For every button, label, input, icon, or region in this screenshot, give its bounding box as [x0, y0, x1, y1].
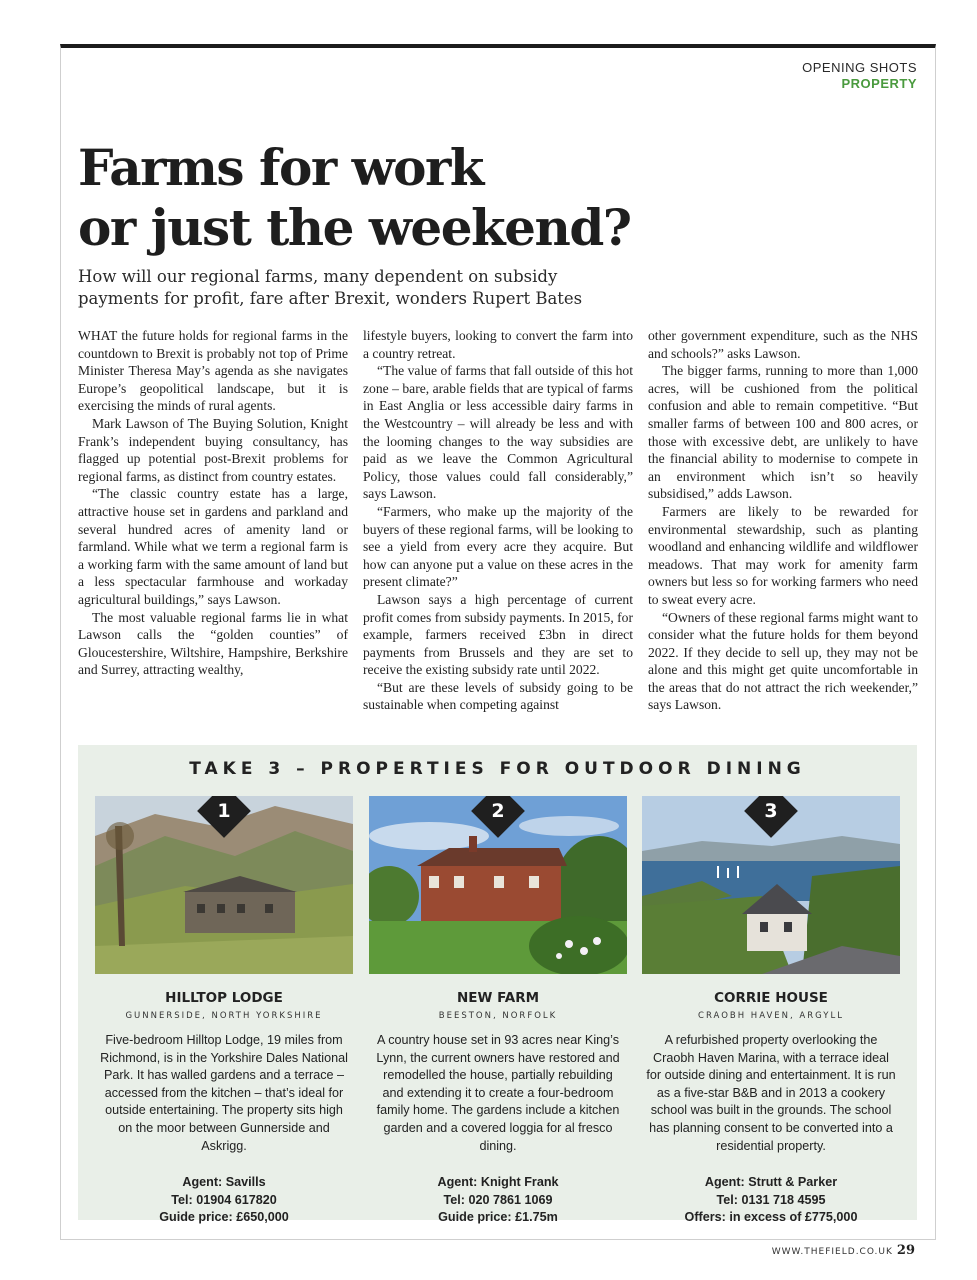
paragraph: Mark Lawson of The Buying Solution, Knight Frank’s independent buying consultancy, has flagged up potential post-Brexit problems for regional farms, as distinct from country estates. — [78, 415, 348, 484]
article-column-1 — [78, 327, 348, 719]
property-name: CORRIE HOUSE — [714, 990, 828, 1006]
standfirst: How will our regional farms, many dependent on subsidy payments for profit, fare after Brexit, wonders Rupert Bates — [78, 267, 583, 308]
section-name: OPENING SHOTS — [802, 60, 917, 75]
agent-name: Agent: Strutt & Parker — [704, 1175, 838, 1190]
property-agent-info — [95, 1174, 353, 1227]
property-description: A refurbished property overlooking the Craobh Haven Marina, with a terrace ideal for outside dining and entertainment. It is run as a five-star B&B and in 2013 a cookery school was built in the grounds. The school has planning consent to be converted into a residential property. — [646, 1033, 896, 1153]
agent-name: Agent: Savills — [182, 1175, 266, 1190]
agent-tel: Tel: 020 7861 1069 — [443, 1192, 553, 1207]
property-description: A country house set in 93 acres near King’s Lynn, the current owners have restored and remodelled the house, partially rebuilding and extending it to create a four-bedroom family home. The gardens include a kitchen garden and a covered loggia for al fresco dining. — [376, 1033, 620, 1153]
take-3-title: TAKE 3 – PROPERTIES FOR OUTDOOR DINING — [189, 759, 806, 779]
paragraph: WHAT the future holds for regional farms in the countdown to Brexit is probably not top of Prime Minister Theresa May’s agenda as she navigates Europe’s geopolitical landscape, but it is exercising the minds of rural agents. — [78, 328, 348, 414]
article-body — [78, 327, 918, 719]
property-agent-info — [369, 1174, 627, 1227]
take-3-box — [78, 745, 917, 1225]
property-name: HILLTOP LODGE — [165, 990, 283, 1006]
paragraph: The bigger farms, running to more than 1,000 acres, will be cushioned from the political confusion and able to remain competitive. “But smaller farms of between 100 and 800 acres, or those with excessive debt, are unlikely to have the financial ability to modernise to compete in an environment which isn’t so heavily subsidised,” adds Lawson. — [648, 363, 918, 502]
section-label — [802, 60, 917, 92]
agent-tel: Tel: 01904 617820 — [171, 1192, 277, 1207]
property-photo — [95, 796, 353, 974]
article-column-3 — [648, 327, 918, 719]
paragraph: Lawson says a high percentage of current profit comes from subsidy payments. In 2015, for example, farmers received £3bn in direct payments from Brussels and they are set to receive the existing subsidy rate until 2022. — [363, 591, 633, 678]
agent-tel: Tel: 0131 718 4595 — [716, 1192, 826, 1207]
headline-line-1: Farms for work — [78, 138, 483, 197]
article-column-2 — [363, 327, 633, 719]
paragraph: “Farmers, who make up the majority of the buyers of these regional farms, will be looking to see a yield from every acre they acquire. But how can anyone put a value on these acres in the present climate?” — [363, 503, 633, 590]
number-badge-label: 1 — [217, 800, 231, 822]
property-photo — [642, 796, 900, 974]
website-url: WWW.THEFIELD.CO.UK — [771, 1247, 893, 1257]
agent-name: Agent: Knight Frank — [437, 1175, 559, 1190]
paragraph: other government expenditure, such as the NHS and schools?” asks Lawson. — [648, 328, 918, 361]
page-footer — [772, 1243, 915, 1258]
headline-line-2: or just the weekend? — [78, 198, 631, 257]
guide-price: Guide price: £1.75m — [438, 1210, 558, 1225]
number-badge-label: 2 — [491, 800, 505, 822]
property-location: GUNNERSIDE, NORTH YORKSHIRE — [125, 1011, 323, 1021]
guide-price: Offers: in excess of £775,000 — [684, 1210, 858, 1225]
property-description: Five-bedroom Hilltop Lodge, 19 miles from Richmond, is in the Yorkshire Dales National Park. It has walled gardens and a terrace – accessed from the kitchen – that’s ideal for outside entertaining. The property sits high on the moor between Gunnerside and Askrigg. — [100, 1033, 348, 1153]
subsection-name: PROPERTY — [841, 76, 917, 91]
paragraph: “The classic country estate has a large, attractive house set in gardens and parkland and several hundred acres of amenity land or farmland. While what we term a regional farm is a working farm with the same amount of land but a less spectacular farmhouse and workaday agricultural buildings,” says Lawson. — [78, 486, 348, 607]
property-card-corrie-house — [642, 796, 900, 1227]
paragraph: “The value of farms that fall outside of this hot zone – bare, arable fields that are typical of farms in East Anglia or less accessible dairy farms in the Westcountry – will already be less and with the looming changes to the way subsidies are paid as we leave the Common Agricultural Policy, those values could fall considerably,” says Lawson. — [363, 363, 633, 502]
property-name: NEW FARM — [456, 990, 540, 1006]
property-card-hilltop-lodge — [95, 796, 353, 1227]
paragraph: Farmers are likely to be rewarded for environmental stewardship, such as planting woodland and enhancing wildlife and wildflower meadows. That may work for amenity farm owners but less so for working farmers who need to sweat every acre. — [648, 503, 918, 607]
number-badge-label: 3 — [764, 800, 778, 822]
page-number: 29 — [896, 1243, 915, 1258]
paragraph: The most valuable regional farms lie in what Lawson calls the “golden counties” of Gloucestershire, Wiltshire, Hampshire, Berkshire and Surrey, attracting wealthy, — [78, 609, 348, 678]
property-location: BEESTON, NORFOLK — [438, 1011, 558, 1021]
guide-price: Guide price: £650,000 — [159, 1210, 289, 1225]
property-location: CRAOBH HAVEN, ARGYLL — [698, 1011, 844, 1021]
paragraph: “But are these levels of subsidy going to be sustainable when competing against — [363, 679, 633, 713]
property-photo — [369, 796, 627, 974]
headline — [78, 138, 838, 258]
property-agent-info — [642, 1174, 900, 1227]
property-card-new-farm — [369, 796, 627, 1227]
paragraph: lifestyle buyers, looking to convert the farm into a country retreat. — [363, 328, 633, 361]
paragraph: “Owners of these regional farms might want to consider what the future holds for them beyond 2022. If they decide to sell up, they may not be alone and this might get quite uncomfortable in the areas that do not attract the rich weekender,” says Lawson. — [648, 609, 918, 713]
